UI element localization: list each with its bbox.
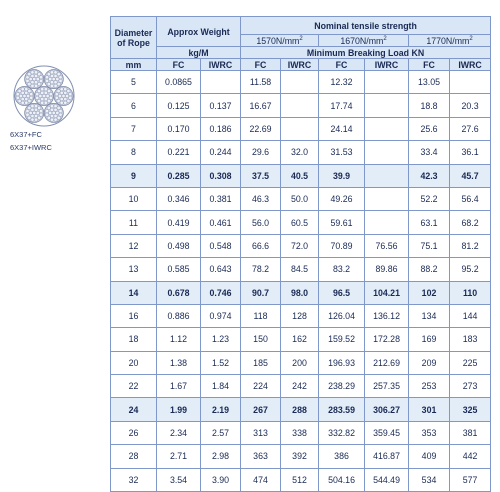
table-cell: 0.498 xyxy=(157,234,201,257)
header-sub-weight-fc: FC xyxy=(157,59,201,71)
table-cell: 1.52 xyxy=(201,351,241,374)
table-cell xyxy=(281,94,319,117)
rope-type-fc: 6X37+FC xyxy=(10,130,42,139)
cell-diameter: 26 xyxy=(111,421,157,444)
table-cell xyxy=(450,71,491,94)
table-cell: 0.308 xyxy=(201,164,241,187)
table-cell: 409 xyxy=(409,445,450,468)
table-cell: 2.57 xyxy=(201,421,241,444)
cell-diameter: 28 xyxy=(111,445,157,468)
table-cell: 37.5 xyxy=(241,164,281,187)
table-cell: 1.23 xyxy=(201,328,241,351)
table-cell: 544.49 xyxy=(365,468,409,491)
table-cell: 66.6 xyxy=(241,234,281,257)
table-cell: 301 xyxy=(409,398,450,421)
table-cell: 60.5 xyxy=(281,211,319,234)
table-cell: 72.0 xyxy=(281,234,319,257)
table-cell: 0.585 xyxy=(157,258,201,281)
table-cell: 56.4 xyxy=(450,187,491,210)
table-cell: 2.71 xyxy=(157,445,201,468)
table-cell: 225 xyxy=(450,351,491,374)
cell-diameter: 24 xyxy=(111,398,157,421)
table-cell: 134 xyxy=(409,304,450,327)
table-cell: 68.2 xyxy=(450,211,491,234)
table-cell: 98.0 xyxy=(281,281,319,304)
table-cell: 0.137 xyxy=(201,94,241,117)
table-cell: 267 xyxy=(241,398,281,421)
table-row xyxy=(111,468,491,491)
cell-diameter: 32 xyxy=(111,468,157,491)
header-mm: mm xyxy=(111,59,157,71)
table-cell: 27.6 xyxy=(450,117,491,140)
table-cell: 40.5 xyxy=(281,164,319,187)
table-cell: 313 xyxy=(241,421,281,444)
table-cell: 16.67 xyxy=(241,94,281,117)
cell-diameter: 14 xyxy=(111,281,157,304)
table-cell: 253 xyxy=(409,375,450,398)
table-cell: 325 xyxy=(450,398,491,421)
table-row xyxy=(111,164,491,187)
table-cell: 288 xyxy=(281,398,319,421)
table-cell: 1.84 xyxy=(201,375,241,398)
table-cell: 18.8 xyxy=(409,94,450,117)
table-cell: 1.12 xyxy=(157,328,201,351)
table-cell xyxy=(365,117,409,140)
table-cell: 3.54 xyxy=(157,468,201,491)
specification-table-wrapper xyxy=(110,16,490,492)
table-cell: 76.56 xyxy=(365,234,409,257)
table-cell: 416.87 xyxy=(365,445,409,468)
table-cell: 242 xyxy=(281,375,319,398)
header-grade-1770: $1770N/mm^2$ xyxy=(409,35,491,47)
table-cell: 0.285 xyxy=(157,164,201,187)
table-row xyxy=(111,187,491,210)
cell-diameter: 7 xyxy=(111,117,157,140)
table-cell: 81.2 xyxy=(450,234,491,257)
table-cell: 0.461 xyxy=(201,211,241,234)
table-cell: 22.69 xyxy=(241,117,281,140)
table-cell: 273 xyxy=(450,375,491,398)
cell-diameter: 9 xyxy=(111,164,157,187)
table-cell: 70.89 xyxy=(319,234,365,257)
header-approx-weight: Approx Weight xyxy=(157,17,241,47)
table-cell: 33.4 xyxy=(409,141,450,164)
table-cell: 52.2 xyxy=(409,187,450,210)
table-cell: 209 xyxy=(409,351,450,374)
table-cell: 0.678 xyxy=(157,281,201,304)
header-grade-1670: $1670N/mm^2$ xyxy=(319,35,409,47)
table-cell: 11.58 xyxy=(241,71,281,94)
table-cell: 39.9 xyxy=(319,164,365,187)
table-cell: 17.74 xyxy=(319,94,365,117)
table-cell: 212.69 xyxy=(365,351,409,374)
table-cell: 56.0 xyxy=(241,211,281,234)
table-cell xyxy=(281,117,319,140)
table-cell: 353 xyxy=(409,421,450,444)
table-cell: 185 xyxy=(241,351,281,374)
table-cell: 29.6 xyxy=(241,141,281,164)
table-cell: 363 xyxy=(241,445,281,468)
cell-diameter: 18 xyxy=(111,328,157,351)
table-cell: 0.548 xyxy=(201,234,241,257)
table-row xyxy=(111,71,491,94)
table-cell: 2.34 xyxy=(157,421,201,444)
table-body xyxy=(111,71,491,492)
table-row xyxy=(111,234,491,257)
table-cell: 474 xyxy=(241,468,281,491)
table-cell: 144 xyxy=(450,304,491,327)
table-cell: 359.45 xyxy=(365,421,409,444)
table-row xyxy=(111,328,491,351)
header-sub-1670-fc: FC xyxy=(319,59,365,71)
table-cell: 1.67 xyxy=(157,375,201,398)
table-cell: 96.5 xyxy=(319,281,365,304)
table-cell: 89.86 xyxy=(365,258,409,281)
table-cell: 110 xyxy=(450,281,491,304)
table-cell: 504.16 xyxy=(319,468,365,491)
table-cell: 42.3 xyxy=(409,164,450,187)
header-weight-unit: kg/M xyxy=(157,47,241,59)
table-cell: 1.38 xyxy=(157,351,201,374)
table-cell: 381 xyxy=(450,421,491,444)
table-cell: 49.26 xyxy=(319,187,365,210)
header-diameter: Diameter of Rope xyxy=(111,17,157,59)
table-cell: 512 xyxy=(281,468,319,491)
header-sub-1770-iwrc: IWRC xyxy=(450,59,491,71)
table-cell: 63.1 xyxy=(409,211,450,234)
table-cell xyxy=(365,211,409,234)
table-cell: 196.93 xyxy=(319,351,365,374)
table-cell: 392 xyxy=(281,445,319,468)
table-cell: 283.59 xyxy=(319,398,365,421)
cell-diameter: 20 xyxy=(111,351,157,374)
rope-cross-section-icon xyxy=(12,64,76,128)
table-cell: 78.2 xyxy=(241,258,281,281)
table-cell: 0.381 xyxy=(201,187,241,210)
header-sub-1670-iwrc: IWRC xyxy=(365,59,409,71)
table-row xyxy=(111,141,491,164)
table-cell: 36.1 xyxy=(450,141,491,164)
table-cell xyxy=(201,71,241,94)
table-cell: 150 xyxy=(241,328,281,351)
table-cell: 172.28 xyxy=(365,328,409,351)
table-cell: 25.6 xyxy=(409,117,450,140)
table-row xyxy=(111,421,491,444)
table-row xyxy=(111,351,491,374)
table-cell: 3.90 xyxy=(201,468,241,491)
cell-diameter: 5 xyxy=(111,71,157,94)
table-cell: 338 xyxy=(281,421,319,444)
table-cell xyxy=(281,71,319,94)
table-cell: 183 xyxy=(450,328,491,351)
rope-type-iwrc: 6X37+IWRC xyxy=(10,143,52,152)
table-cell: 31.53 xyxy=(319,141,365,164)
table-cell: 0.244 xyxy=(201,141,241,164)
table-cell: 1.99 xyxy=(157,398,201,421)
table-cell: 169 xyxy=(409,328,450,351)
cell-diameter: 13 xyxy=(111,258,157,281)
table-row xyxy=(111,94,491,117)
table-cell: 442 xyxy=(450,445,491,468)
table-cell: 32.0 xyxy=(281,141,319,164)
table-cell: 238.29 xyxy=(319,375,365,398)
table-row xyxy=(111,304,491,327)
table-cell: 577 xyxy=(450,468,491,491)
table-cell: 84.5 xyxy=(281,258,319,281)
table-cell: 128 xyxy=(281,304,319,327)
table-cell: 0.886 xyxy=(157,304,201,327)
table-row xyxy=(111,117,491,140)
table-cell: 136.12 xyxy=(365,304,409,327)
table-cell xyxy=(365,164,409,187)
table-cell: 0.170 xyxy=(157,117,201,140)
table-cell: 534 xyxy=(409,468,450,491)
table-cell: 224 xyxy=(241,375,281,398)
table-cell: 0.346 xyxy=(157,187,201,210)
table-row xyxy=(111,445,491,468)
table-cell: 50.0 xyxy=(281,187,319,210)
table-cell: 0.186 xyxy=(201,117,241,140)
table-cell: 20.3 xyxy=(450,94,491,117)
table-row xyxy=(111,211,491,234)
table-cell: 0.643 xyxy=(201,258,241,281)
table-cell: 88.2 xyxy=(409,258,450,281)
table-cell: 0.974 xyxy=(201,304,241,327)
table-cell: 102 xyxy=(409,281,450,304)
table-cell: 45.7 xyxy=(450,164,491,187)
cell-diameter: 10 xyxy=(111,187,157,210)
table-cell: 0.221 xyxy=(157,141,201,164)
table-cell: 13.05 xyxy=(409,71,450,94)
header-sub-weight-iwrc: IWRC xyxy=(201,59,241,71)
table-cell: 24.14 xyxy=(319,117,365,140)
table-cell: 200 xyxy=(281,351,319,374)
cell-diameter: 22 xyxy=(111,375,157,398)
cell-diameter: 12 xyxy=(111,234,157,257)
cell-diameter: 8 xyxy=(111,141,157,164)
cell-diameter: 6 xyxy=(111,94,157,117)
table-cell: 104.21 xyxy=(365,281,409,304)
table-cell: 159.52 xyxy=(319,328,365,351)
table-cell: 83.2 xyxy=(319,258,365,281)
header-grade-1570: $1570N/mm^2$ xyxy=(241,35,319,47)
header-sub-1570-iwrc: IWRC xyxy=(281,59,319,71)
table-cell: 59.61 xyxy=(319,211,365,234)
table-row xyxy=(111,375,491,398)
table-cell xyxy=(365,141,409,164)
table-cell: 90.7 xyxy=(241,281,281,304)
table-cell: 306.27 xyxy=(365,398,409,421)
table-cell: 162 xyxy=(281,328,319,351)
table-row xyxy=(111,281,491,304)
table-cell xyxy=(365,187,409,210)
table-cell xyxy=(365,94,409,117)
table-cell: 12.32 xyxy=(319,71,365,94)
table-cell: 386 xyxy=(319,445,365,468)
table-cell: 0.419 xyxy=(157,211,201,234)
cell-diameter: 11 xyxy=(111,211,157,234)
rope-specification-table xyxy=(110,16,491,492)
table-cell: 46.3 xyxy=(241,187,281,210)
table-cell: 2.19 xyxy=(201,398,241,421)
header-nominal-tensile-strength: Nominal tensile strength xyxy=(241,17,491,35)
table-row xyxy=(111,398,491,421)
cell-diameter: 16 xyxy=(111,304,157,327)
table-cell xyxy=(365,71,409,94)
rope-legend xyxy=(8,64,108,154)
table-cell: 332.82 xyxy=(319,421,365,444)
table-cell: 257.35 xyxy=(365,375,409,398)
header-sub-1770-fc: FC xyxy=(409,59,450,71)
table-cell: 0.746 xyxy=(201,281,241,304)
table-row xyxy=(111,258,491,281)
table-cell: 118 xyxy=(241,304,281,327)
table-cell: 0.0865 xyxy=(157,71,201,94)
header-breaking-load-unit: Minimum Breaking Load KN xyxy=(241,47,491,59)
table-cell: 75.1 xyxy=(409,234,450,257)
header-sub-1570-fc: FC xyxy=(241,59,281,71)
table-cell: 0.125 xyxy=(157,94,201,117)
table-cell: 2.98 xyxy=(201,445,241,468)
table-cell: 95.2 xyxy=(450,258,491,281)
table-cell: 126.04 xyxy=(319,304,365,327)
